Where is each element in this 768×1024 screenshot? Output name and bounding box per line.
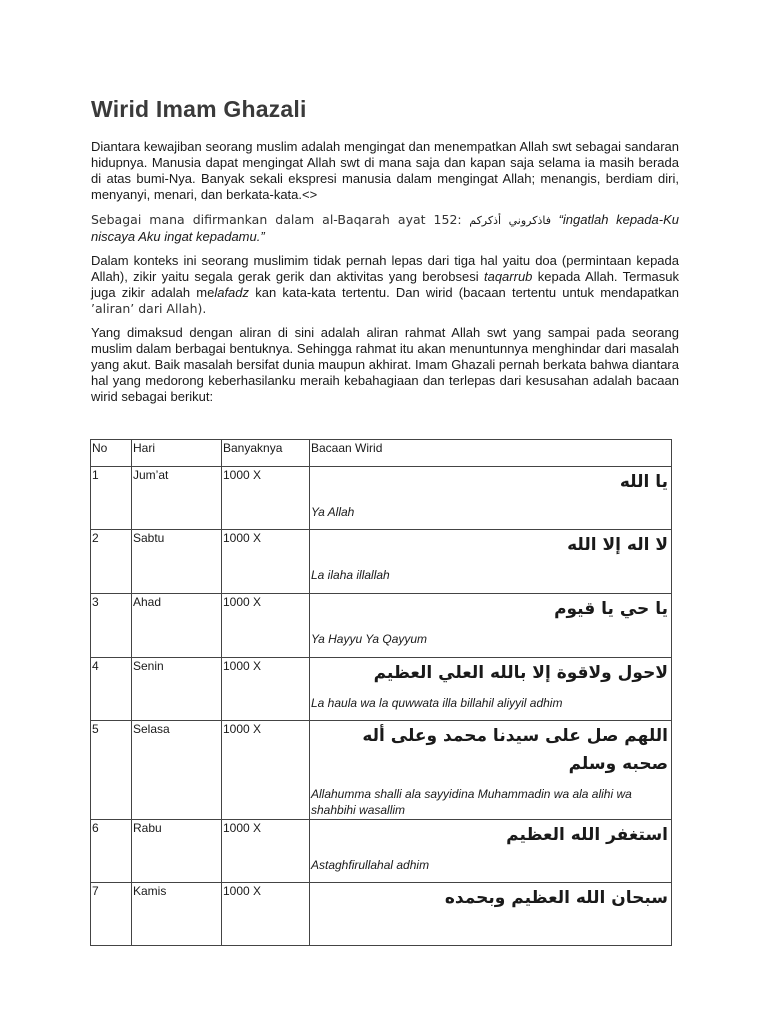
cell-hari: Ahad <box>132 594 222 658</box>
wirid-arabic: سبحان الله العظيم وبحمده <box>444 888 668 908</box>
wirid-table <box>90 439 672 946</box>
cell-wirid <box>310 820 672 883</box>
cell-no: 5 <box>91 721 132 820</box>
table-row <box>91 594 672 658</box>
cell-hari: Sabtu <box>132 530 222 594</box>
wirid-arabic: اللهم صل على سيدنا محمد وعلى أله صحبه وسلم <box>362 726 668 774</box>
cell-banyaknya: 1000 X <box>222 467 310 530</box>
wirid-arabic: يا الله <box>619 472 668 492</box>
wirid-latin <box>311 912 670 920</box>
cell-no: 1 <box>91 467 132 530</box>
header-bacaan-wirid: Bacaan Wirid <box>310 440 672 467</box>
header-banyaknya: Banyaknya <box>222 440 310 467</box>
cell-banyaknya: 1000 X <box>222 530 310 594</box>
context-text-1: Dalam konteks ini seorang muslimim tidak pernah lepas dari tiga hal yaitu doa (permintaan kepada Allah), zikir yaitu segala gerak gerik dan aktivitas yang berobsesi <box>91 253 679 284</box>
table-row <box>91 820 672 883</box>
cell-wirid <box>310 883 672 946</box>
cell-hari: Rabu <box>132 820 222 883</box>
verse-intro: Sebagai mana difirmankan dalam al-Baqarah ayat 152: <box>91 212 462 227</box>
cell-wirid <box>310 594 672 658</box>
table-row <box>91 467 672 530</box>
cell-no: 4 <box>91 658 132 721</box>
term-taqarrub: taqarrub <box>483 269 533 284</box>
cell-hari: Selasa <box>132 721 222 820</box>
header-hari: Hari <box>132 440 222 467</box>
cell-no: 6 <box>91 820 132 883</box>
cell-wirid <box>310 658 672 721</box>
cell-wirid <box>310 467 672 530</box>
table-row <box>91 883 672 946</box>
wirid-arabic: استغفر الله العظيم <box>506 825 668 845</box>
table-row <box>91 530 672 594</box>
cell-hari: Jum’at <box>132 467 222 530</box>
term-lafadz: lafadz <box>214 285 250 300</box>
cell-no: 3 <box>91 594 132 658</box>
wirid-latin: La haula wa la quwwata illa billahil aliyyil adhim <box>311 696 563 710</box>
context-text-2: kepada Allah. Termasuk juga zikir adalah me <box>91 269 679 300</box>
cell-wirid <box>310 721 672 820</box>
cell-banyaknya: 1000 X <box>222 594 310 658</box>
cell-banyaknya: 1000 X <box>222 883 310 946</box>
wirid-latin: La ilaha illallah <box>311 568 390 582</box>
page-title: Wirid Imam Ghazali <box>91 96 307 122</box>
wirid-latin: Allahumma shalli ala sayyidina Muhammadin wa ala alihi wa shahbihi wasallim <box>311 787 632 817</box>
wirid-arabic: يا حي يا قيوم <box>554 599 668 619</box>
cell-no: 7 <box>91 883 132 946</box>
paragraph-intro: Diantara kewajiban seorang muslim adalah mengingat dan menempatkan Allah swt sebagai sandaran hidupnya. Manusia dapat mengingat Allah swt di mana saja dan kapan saja selama ia masih berada di atas bumi-Nya. Banyak sekali ekspresi manusia dalam mengingat Allah; menangis, berdiam diri, menyanyi, menari, dan berkata-kata.<> <box>91 139 679 202</box>
cell-banyaknya: 1000 X <box>222 820 310 883</box>
wirid-arabic: لاحول ولاقوة إلا بالله العلي العظيم <box>373 663 668 683</box>
verse-arabic: فاذكروني أذكركم <box>469 214 551 227</box>
wirid-latin: Ya Allah <box>311 505 355 519</box>
cell-no: 2 <box>91 530 132 594</box>
table-row <box>91 721 672 820</box>
paragraph-verse <box>91 212 679 245</box>
table-row <box>91 658 672 721</box>
context-text-4: ’aliran’ dari Allah). <box>91 301 207 316</box>
paragraph-context <box>91 253 679 317</box>
wirid-latin: Astaghfirullahal adhim <box>311 858 430 872</box>
verse-translation: “ingatlah kepada-Ku niscaya Aku ingat kepadamu.” <box>91 212 679 244</box>
cell-wirid <box>310 530 672 594</box>
cell-banyaknya: 1000 X <box>222 721 310 820</box>
cell-banyaknya: 1000 X <box>222 658 310 721</box>
context-text-3: kan kata-kata tertentu. Dan wirid (bacaan tertentu untuk mendapatkan <box>255 285 679 300</box>
header-no: No <box>91 440 132 467</box>
wirid-latin: Ya Hayyu Ya Qayyum <box>311 632 428 646</box>
wirid-arabic: لا اله إلا الله <box>567 535 668 555</box>
cell-hari: Senin <box>132 658 222 721</box>
cell-hari: Kamis <box>132 883 222 946</box>
table-header-row <box>91 440 672 467</box>
paragraph-aliran: Yang dimaksud dengan aliran di sini adalah aliran rahmat Allah swt yang sampai pada seorang muslim dalam berbagai bentuknya. Sehingga rahmat itu akan menuntunnya menghindar dari masalah yang akut. Baik masalah bersifat dunia maupun akhirat. Imam Ghazali pernah berkata bahwa diantara hal yang medorong keberhasilanku meraih kebahagiaan dan terlepas dari kesusahan adalah bacaan wirid sebagai berikut: <box>91 325 679 404</box>
